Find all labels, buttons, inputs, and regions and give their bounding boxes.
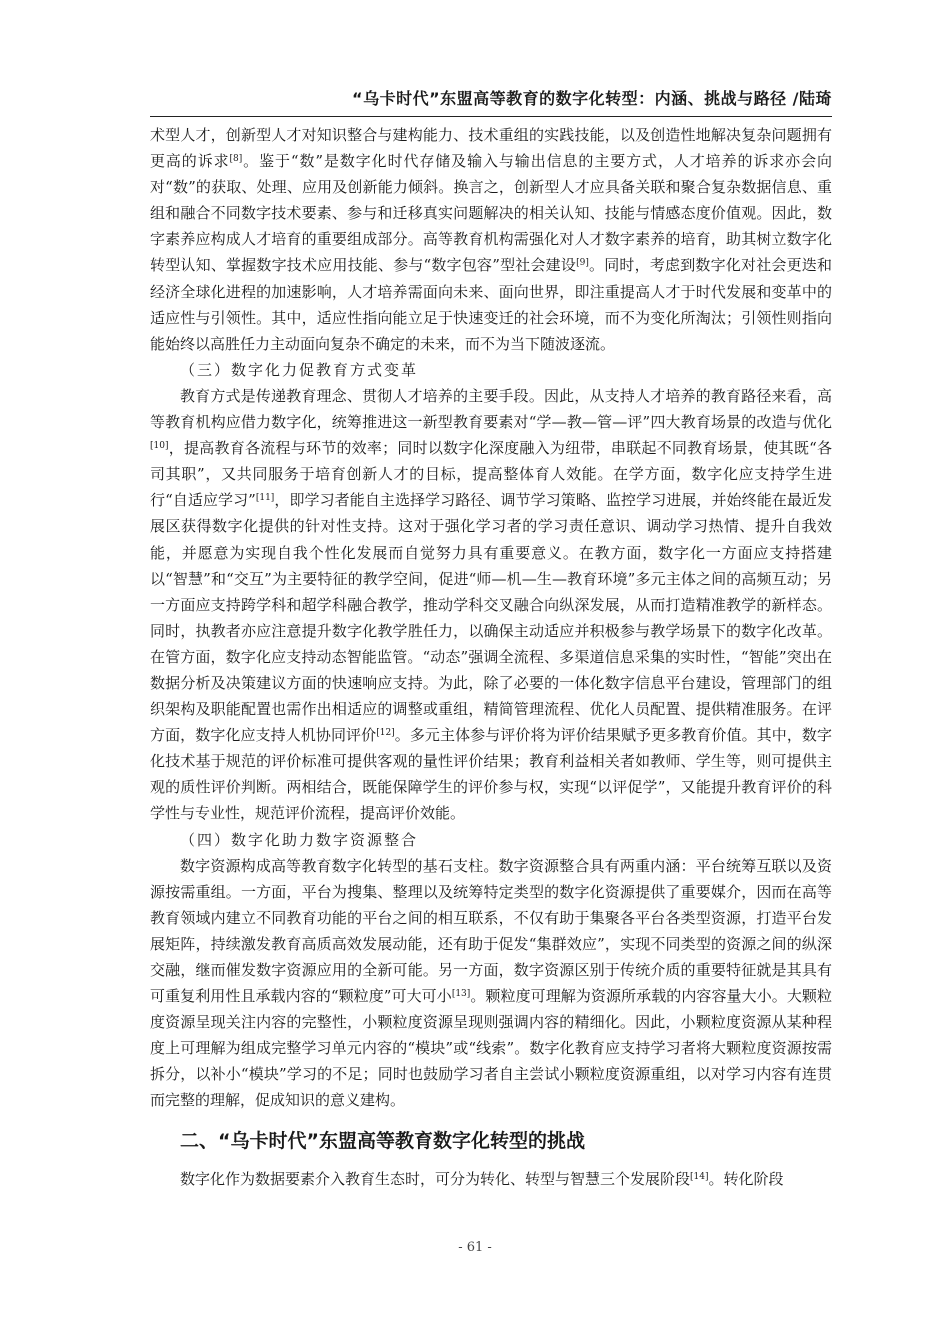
text-run: ，提高教育各流程与环节的效率；同时以数字化深度融入为纽带，串联起不同教育场景，使其既“各司其职”，又共同服务于培育创新人才的目标，提高整体育人效能。在学方面，数字化应支持学生进行“自适应学习”	[150, 439, 832, 510]
text-run: 。颗粒度可理解为资源所承载的内容容量大小。大颗粒度资源呈现关注内容的完整性，小颗粒度资源呈现则强调内容的精细化。因此，小颗粒度资源从某种程度上可理解为组成完整学习单元内容的“模块”或“线索”。数字化教育应支持学习者将大颗粒度资源按需拆分，以补小“模块”学习的不足；同时也鼓励学习者自主尝试小颗粒度资源重组，以对学习内容有连贯而完整的理解，促成知识的意义建构。	[150, 987, 832, 1110]
text-run: 数字资源构成高等教育数字化转型的基石支柱。数字资源整合具有两重内涵：平台统筹互联以及资源按需重组。一方面，平台为搜集、整理以及统筹特定类型的数字化资源提供了重要媒介，因而在高等教育领域内建立不同教育功能的平台之间的相互联系，不仅有助于集聚各平台各类型资源，打造平台发展矩阵，持续激发教育高质高效发展动能，还有助于促发“集群效应”，实现不同类型的资源之间的纵深交融，继而催发数字资源应用的全新可能。另一方面，数字资源区别于传统介质的重要特征就是其具有可重复利用性且承载内容的“颗粒度”可大可小	[150, 856, 832, 1006]
text-run: 教育方式是传递教育理念、贯彻人才培养的主要手段。因此，从支持人才培养的教育路径来看，高等教育机构应借力数字化，统筹推进这一新型教育要素对“学—教—管—评”四大教育场景的改造与优化	[150, 386, 832, 432]
text-run: 。多元主体参与评价将为评价结果赋予更多教育价值。其中，数字化技术基于规范的评价标准可提供客观的量性评价结果；教育利益相关者如教师、学生等，则可提供主观的质性评价判断。两相结合，既能保障学生的评价参与权，实现“以评促学”，又能提升教育评价的科学性与专业性，规范评价流程，提高评价效能。	[150, 726, 832, 823]
paragraph-2	[150, 383, 832, 827]
section-heading-4: （四）数字化助力数字资源整合	[180, 830, 419, 849]
citation-11[interactable]: [11]	[255, 493, 275, 504]
article-body	[150, 122, 832, 1192]
text-run: 。转化阶段	[708, 1169, 784, 1188]
text-run: ，即学习者能自主选择学习路径、调节学习策略、监控学习进展，并始终能在最近发展区获得数字化提供的针对性支持。这对于强化学习者的学习责任意识、调动学习热情、提升自我效能，并愿意为实现自我个性化发展而自觉努力具有重要意义。在教方面，数字化一方面应支持搭建以“智慧”和“交互”为主要特征的教学空间，促进“师—机—生—教育环境”多元主体之间的高频互动；另一方面应支持跨学科和超学科融合教学，推动学科交叉融合向纵深发展，从而打造精准教学的新样态。同时，执教者亦应注意提升数字化教学胜任力，以确保主动适应并积极参与教学场景下的数字化改革。在管方面，数字化应支持动态智能监管。“动态”强调全流程、多渠道信息采集的实时性，“智能”突出在数据分析及决策建议方面的快速响应支持。为此，除了必要的一体化数字信息平台建设，管理部门的组织架构及职能配置也需作出相适应的调整或重组，精简管理流程、优化人员配置、提供精准服务。在评方面，数字化应支持人机协同评价	[150, 491, 832, 745]
text-run: 数字化作为数据要素介入教育生态时，可分为转化、转型与智慧三个发展阶段	[180, 1169, 691, 1188]
paragraph-1	[150, 122, 832, 357]
citation-12[interactable]: [12]	[376, 728, 395, 739]
running-header: “乌卡时代”东盟高等教育的数字化转型：内涵、挑战与路径 /陆琦	[352, 89, 832, 108]
text-run: 术型人才，创新型人才对知识整合与建构能力、技术重组的实践技能，以及创造性地解决复杂问题拥有更高的诉求	[150, 126, 832, 171]
page-number: - 61 -	[458, 1240, 492, 1255]
section-heading-3: （三）数字化力促教育方式变革	[180, 360, 419, 379]
header-rule	[150, 116, 832, 117]
text-run: 。同时，考虑到数字化对社会更迭和经济全球化进程的加速影响，人才培养需面向未来、面向世界，即注重提高人才于时代发展和变革中的适应性与引领性。其中，适应性指向能立足于快速变迁的社会环境，而不为变化所淘汰；引领性则指向能始终以高胜任力主动面向复杂不确定的未来，而不为当下随波逐流。	[150, 256, 832, 353]
paragraph-3	[150, 853, 832, 1114]
citation-14[interactable]: [14]	[690, 1171, 709, 1182]
citation-10[interactable]: [10]	[150, 441, 169, 452]
citation-9[interactable]: [9]	[576, 258, 589, 269]
text-run: 。鉴于“数”是数字化时代存储及输入与输出信息的主要方式，人才培养的诉求亦会向对“数”的获取、处理、应用及创新能力倾斜。换言之，创新型人才应具备关联和聚合复杂数据信息、重组和融合不同数字技术要素、参与和迁移真实问题解决的相关认知、技能与情感态度价值观。因此，数字素养应构成人才培育的重要组成部分。高等教育机构需强化对人才数字素养的培育，助其树立数字化转型认知、掌握数字技术应用技能、参与“数字包容”型社会建设	[150, 152, 832, 275]
chapter-heading: 二、“乌卡时代”东盟高等教育数字化转型的挑战	[180, 1129, 585, 1152]
paragraph-4	[150, 1166, 832, 1192]
citation-13[interactable]: [13]	[451, 989, 471, 1000]
citation-8[interactable]: [8]	[229, 154, 243, 165]
